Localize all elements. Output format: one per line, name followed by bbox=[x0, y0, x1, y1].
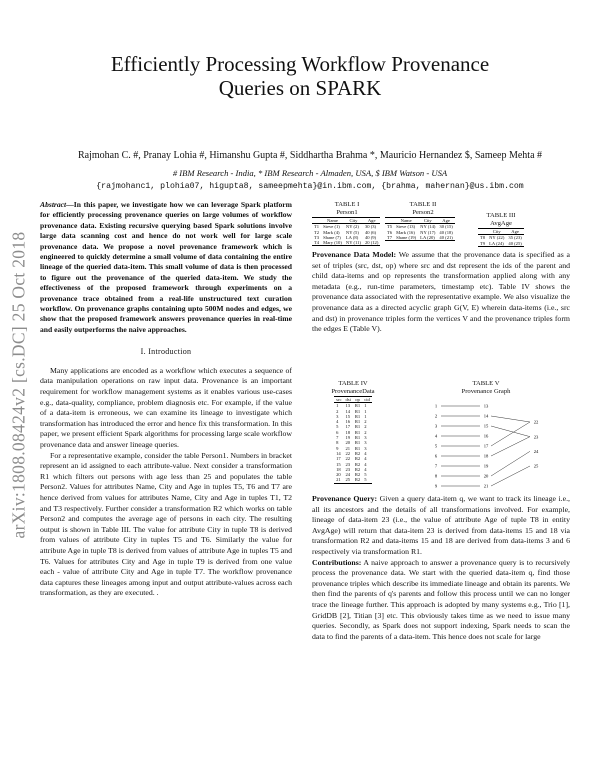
query-text: Given a query data-item q, we want to track its lineage i.e., all its ancestors and the details of all transformations involved. For example, lineage of data-item 23 (i.e., the value of attribute Age of tuple T8 in entity AvgAge) will return that data-item 23 is derived from data-items 15 and 18 via transformation R2 and data-items 15 and 18 are derived from data-items 3 and 6 respectively via transformation R1. bbox=[312, 494, 570, 556]
table-cell: NY (5) bbox=[345, 229, 359, 235]
section-heading-introduction: I. Introduction bbox=[140, 347, 192, 357]
model-text: We assume that the provenance data is specified as a set of triples (src, dst, op) where src and dst represent the ids of the parent and child data-items and op represents the transformation applied along with any metadata (e.g., run-time parameters, timestamp etc). Table IV shows the provenance data associated with the representative example. We also visualize the provenance data as a directed acyclic graph G(V, E) wherein data-items (i.e., src and dst) in provenance triples form the vertices V and the provenance triples form the edges E (Table V). bbox=[312, 250, 570, 334]
table-cell: R1 bbox=[354, 419, 361, 425]
table-cell: 18 bbox=[336, 466, 341, 472]
graph-node: 23 bbox=[533, 434, 539, 440]
table-cell: 20 bbox=[336, 472, 341, 478]
table-cell: 4 bbox=[364, 450, 367, 456]
column-header: Age bbox=[442, 218, 450, 223]
table-cell: NY (17) bbox=[420, 229, 436, 235]
data-table bbox=[385, 217, 455, 241]
table-cell: NY (2) bbox=[345, 224, 359, 230]
table-caption: TABLE II bbox=[409, 201, 437, 208]
table-cell: T2 bbox=[314, 229, 320, 235]
table-cell: 40 (21) bbox=[439, 234, 453, 240]
table-cell: 4 bbox=[364, 466, 367, 472]
table-name: ProvenanceData bbox=[331, 388, 375, 395]
table-caption: TABLE V bbox=[472, 380, 500, 387]
table-cell: T5 bbox=[387, 224, 393, 230]
table-cell: 15 bbox=[336, 461, 341, 467]
table-cell: R2 bbox=[354, 472, 361, 478]
contributions-paragraph bbox=[312, 558, 570, 643]
table-cell: 6 bbox=[336, 429, 339, 435]
left-column bbox=[40, 200, 292, 599]
author-emails: {rajmohanc1, plohia07, higupta8, sameepmehta}@in.ibm.com, {brahma, mahernan}@us.ibm.com bbox=[96, 182, 524, 191]
table-cell: T6 bbox=[387, 229, 393, 235]
table-cell: 21 bbox=[345, 445, 351, 451]
table-cell: 3 bbox=[364, 435, 367, 441]
table-cell: 40 (6) bbox=[364, 229, 377, 235]
graph-edge bbox=[491, 426, 530, 437]
table-cell: 20 bbox=[345, 440, 351, 446]
graph-edge bbox=[491, 451, 530, 476]
table-cell: Mary (10) bbox=[323, 240, 342, 246]
graph-node: 18 bbox=[483, 453, 489, 459]
graph-node: 16 bbox=[483, 433, 489, 439]
table-cell: 8 bbox=[336, 440, 339, 446]
table-cell: 4 bbox=[336, 419, 339, 425]
table-cell: 2 bbox=[336, 408, 339, 414]
graph-node: 22 bbox=[533, 419, 539, 425]
graph-edge bbox=[491, 422, 530, 446]
column-header: dst bbox=[345, 397, 351, 402]
table-cell: R2 bbox=[354, 456, 361, 462]
table-cell: 1 bbox=[364, 413, 367, 419]
graph-node: 24 bbox=[533, 448, 539, 454]
table-cell: Mark (16) bbox=[396, 229, 415, 235]
table-person1 bbox=[312, 201, 382, 246]
graph-node: 17 bbox=[483, 443, 489, 449]
table-cell: 23 bbox=[345, 461, 351, 467]
column-header: Name bbox=[327, 218, 338, 223]
table-cell: T8 bbox=[480, 235, 486, 241]
table-cell: 30 (3) bbox=[364, 224, 377, 230]
table-cell: 21 bbox=[336, 477, 341, 483]
table-cell: 5 bbox=[336, 424, 339, 430]
table-cell: R1 bbox=[354, 440, 361, 446]
graph-edge bbox=[491, 416, 530, 422]
arxiv-id: arXiv:1808.08424v2 [cs.DC] 25 Oct 2018 bbox=[8, 231, 29, 539]
table-cell: 3 bbox=[364, 445, 367, 451]
table-cell: NY (11) bbox=[345, 240, 361, 246]
graph-node: 20 bbox=[483, 473, 489, 479]
table-cell: R1 bbox=[354, 403, 361, 409]
column-header: Name bbox=[400, 218, 412, 223]
table-cell: R1 bbox=[354, 413, 361, 419]
contributions-text: A naive approach to answer a provenance query is to recursively process the provenance data. We start with the queried data-item q, find those provenance triples which describe its immediate lineage and obtain its parents. We then find the parents of q's parents and follow this process until we can no longer trace the lineage further. This approach is adopted by many systems e.g., Trio [1], GridDB [2], Titian [3] etc. This obviously takes time as we need to issue many queries. Secondly, as Spark does not support indexing, Spark needs to scan the data to find the parents of a data-item. This hence does not scale for large bbox=[312, 557, 570, 641]
table-name: Person1 bbox=[336, 209, 358, 216]
table-cell: 22 bbox=[345, 456, 351, 462]
arxiv-watermark bbox=[6, 175, 32, 595]
table-cell: 16 bbox=[345, 419, 351, 425]
graph-node: 15 bbox=[483, 423, 489, 429]
table-cell: R2 bbox=[354, 466, 361, 472]
column-header: src bbox=[336, 397, 342, 402]
author-list: Rajmohan C. #, Pranay Lohia #, Himanshu Gupta #, Siddhartha Brahma *, Mauricio Hernandez $, Sameep Mehta # bbox=[77, 150, 543, 161]
graph-node: 13 bbox=[483, 403, 489, 409]
table-cell: 5 bbox=[364, 477, 367, 483]
table-cell: R1 bbox=[354, 429, 361, 435]
graph-node: 14 bbox=[483, 413, 489, 419]
contributions-lead: Contributions: bbox=[312, 557, 362, 567]
table-caption: TABLE IV bbox=[338, 380, 368, 387]
table-cell: 13 bbox=[345, 403, 351, 409]
paper-title bbox=[60, 52, 540, 100]
table-cell: T7 bbox=[387, 234, 393, 240]
graph-edge bbox=[491, 437, 530, 456]
table-cell: 19 bbox=[345, 435, 351, 441]
table-avgage bbox=[478, 212, 524, 247]
graph-node: 25 bbox=[533, 463, 539, 469]
table-cell: R1 bbox=[354, 424, 361, 430]
table-cell: T3 bbox=[314, 234, 320, 240]
intro-paragraph-2: For a representative example, consider the table Person1. Numbers in bracket represent an id assigned to each attribute-value. Next consider a transformation R1 which filters out persons with age less than 25 and populates the table Person2. Values for attributes Name, City and Age in tuples T5, T6 and T7 are hence derived from values for attributes Name, City and Age in tuples T1, T2 and T3 respectively. Further consider a transformation R2 which works on table Person2 and computes the average age of persons in each city. The resulting output is shown in Table III. The value for attribute City in tuple T8 is derived from values of attribute City in tuples T5 and T6. Similarly the value for attribute Age in tuple T8 is derived from values of attribute Age in tuples T5 and T6. Values for attributes City and Age in tuple T9 is derived from one value each - value of attribute City and Age in tuple T7. The workflow provenance data captures these lineages among input and output attribute-values across each transformation, as they are executed. . bbox=[40, 450, 292, 598]
table-cell: 5 bbox=[364, 472, 367, 478]
table-cell: R2 bbox=[354, 461, 361, 467]
column-header: City bbox=[349, 218, 358, 223]
table-cell: 40 (25) bbox=[508, 240, 522, 246]
query-paragraph bbox=[312, 494, 570, 558]
table-cell: Steve (13) bbox=[396, 224, 416, 230]
table-row bbox=[385, 235, 455, 241]
table-cell: LA (8) bbox=[345, 234, 359, 240]
graph-node: 8 bbox=[434, 473, 438, 479]
table-cell: NY (14) bbox=[420, 224, 436, 230]
table-name: AvgAge bbox=[490, 220, 512, 227]
table-cell: Mark (4) bbox=[323, 229, 340, 235]
table-cell: 3 bbox=[364, 440, 367, 446]
table-cell: 4 bbox=[364, 456, 367, 462]
column-header: City bbox=[492, 229, 501, 234]
table-person2 bbox=[385, 201, 461, 241]
table-cell: Steve (1) bbox=[323, 224, 340, 230]
table-cell: 14 bbox=[336, 450, 341, 456]
table-cell: 20 (12) bbox=[364, 240, 379, 246]
table-cell: NY (22) bbox=[489, 235, 505, 241]
table-row bbox=[312, 240, 380, 246]
graph-node: 1 bbox=[434, 403, 438, 409]
table-row bbox=[385, 224, 455, 230]
graph-node: 19 bbox=[483, 463, 489, 469]
table-row bbox=[478, 235, 524, 241]
table-cell: T9 bbox=[480, 240, 486, 246]
table-cell: 17 bbox=[336, 456, 341, 462]
provenance-graph bbox=[406, 398, 566, 494]
table-cell: 2 bbox=[364, 419, 367, 425]
table-cell: Shane (19) bbox=[396, 234, 417, 240]
table-cell: 14 bbox=[345, 408, 351, 414]
data-table bbox=[334, 396, 372, 484]
table-caption: TABLE III bbox=[486, 212, 516, 219]
section-query bbox=[312, 494, 570, 642]
graph-node: 21 bbox=[483, 483, 489, 489]
graph-node: 4 bbox=[434, 433, 438, 439]
table-row bbox=[334, 477, 372, 483]
table-row bbox=[312, 224, 380, 230]
table-cell: 30 (15) bbox=[439, 224, 453, 230]
data-table bbox=[312, 217, 380, 246]
graph-node: 5 bbox=[434, 443, 438, 449]
table-name: Provenance Graph bbox=[461, 388, 511, 395]
table-cell: 4 bbox=[364, 461, 367, 467]
column-header: op bbox=[355, 397, 360, 402]
table-caption: TABLE I bbox=[334, 201, 360, 208]
column-header: cid bbox=[364, 397, 370, 402]
table-cell: 18 bbox=[345, 429, 351, 435]
graph-node: 7 bbox=[434, 463, 438, 469]
model-paragraph bbox=[312, 250, 570, 335]
abstract-text: —In this paper, we investigate how we can leverage Spark platform for efficiently processing provenance queries on large volumes of workflow provenance data. Existing recursive querying based Spark solutions involve large data scanning cost and hence do not work well for large scale provenance data. We propose a novel provenance framework which is engineered to quickly determine a small volume of data containing the entire lineage of the queried data-item. This small volume of data is then processed to figure out the provenance of the queried data-item. We study the effectiveness of the proposed framework through experiments on a provenance trace obtained from a real-life unstructured text curation workflow. On provenance graphs containing upto 500M nodes and edges, we show that the proposed framework answers provenance queries in real-time and easily outperforms the naive approaches. bbox=[40, 200, 292, 334]
graph-node: 6 bbox=[434, 453, 438, 459]
abstract-label: Abstract bbox=[40, 200, 67, 209]
table-cell: 2 bbox=[364, 424, 367, 430]
table-cell: 3 bbox=[336, 413, 339, 419]
data-table bbox=[478, 228, 524, 247]
table-cell: 1 bbox=[336, 403, 339, 409]
table-cell: 35 (23) bbox=[508, 235, 522, 241]
table-cell: 9 bbox=[336, 445, 339, 451]
table-cell: R1 bbox=[354, 435, 361, 441]
table-cell: LA (24) bbox=[489, 240, 504, 246]
table-cell: R2 bbox=[354, 450, 361, 456]
table-cell: 2 bbox=[364, 429, 367, 435]
table-cell: R1 bbox=[354, 408, 361, 414]
table-cell: R2 bbox=[354, 477, 361, 483]
query-lead: Provenance Query: bbox=[312, 494, 378, 503]
table-cell: 7 bbox=[336, 435, 339, 441]
table-cell: 1 bbox=[364, 408, 367, 414]
graph-node: 9 bbox=[434, 483, 438, 489]
column-header: City bbox=[423, 218, 432, 223]
table-cell: 1 bbox=[364, 403, 367, 409]
table-cell: T4 bbox=[314, 240, 320, 246]
table-cell: R1 bbox=[354, 445, 361, 451]
model-lead: Provenance Data Model: bbox=[312, 250, 397, 259]
table-name: Person2 bbox=[412, 209, 434, 216]
column-header: Age bbox=[511, 229, 519, 234]
affiliations: # IBM Research - India, * IBM Research - Almaden, USA, $ IBM Watson - USA bbox=[172, 168, 448, 178]
table-row bbox=[478, 241, 524, 247]
title-line-2: Queries on SPARK bbox=[218, 76, 382, 100]
column-header: Age bbox=[367, 218, 376, 223]
table-cell: 25 bbox=[345, 477, 351, 483]
table-cell: 24 bbox=[345, 472, 351, 478]
table-cell: LA (20) bbox=[420, 234, 435, 240]
table-cell: 40 (9) bbox=[364, 234, 377, 240]
table-cell: 23 bbox=[345, 466, 351, 472]
title-line-1: Efficiently Processing Workflow Provenance bbox=[110, 52, 490, 76]
table-cell: 17 bbox=[345, 424, 351, 430]
table-cell: Shane (7) bbox=[323, 234, 341, 240]
table-cell: T1 bbox=[314, 224, 320, 230]
table-cell: 40 (18) bbox=[439, 229, 453, 235]
intro-paragraph-1: Many applications are encoded as a workflow which executes a sequence of data manipulation operations on raw input data. Provenance is an important requirement for workflow management systems as it enables various use-cases e.g., data-quality, compliance, problem diagnosis etc. For example, if the value of a data-item is erroneous, we can examine its lineage to investigate which transformation has introduced the error and hence fix this transformation. In this paper, we present efficient Spark algorithms for processing large scale workflow provenance data and answer lineage queries. bbox=[40, 365, 292, 450]
table-cell: 22 bbox=[345, 450, 351, 456]
table-cell: 15 bbox=[345, 413, 351, 419]
graph-edge bbox=[491, 466, 530, 486]
table-provenance-data bbox=[316, 380, 390, 484]
section-data-model bbox=[312, 250, 570, 335]
abstract bbox=[40, 200, 292, 335]
table-provenance-graph bbox=[406, 380, 566, 494]
graph-node: 3 bbox=[434, 423, 438, 429]
graph-node: 2 bbox=[434, 413, 438, 419]
